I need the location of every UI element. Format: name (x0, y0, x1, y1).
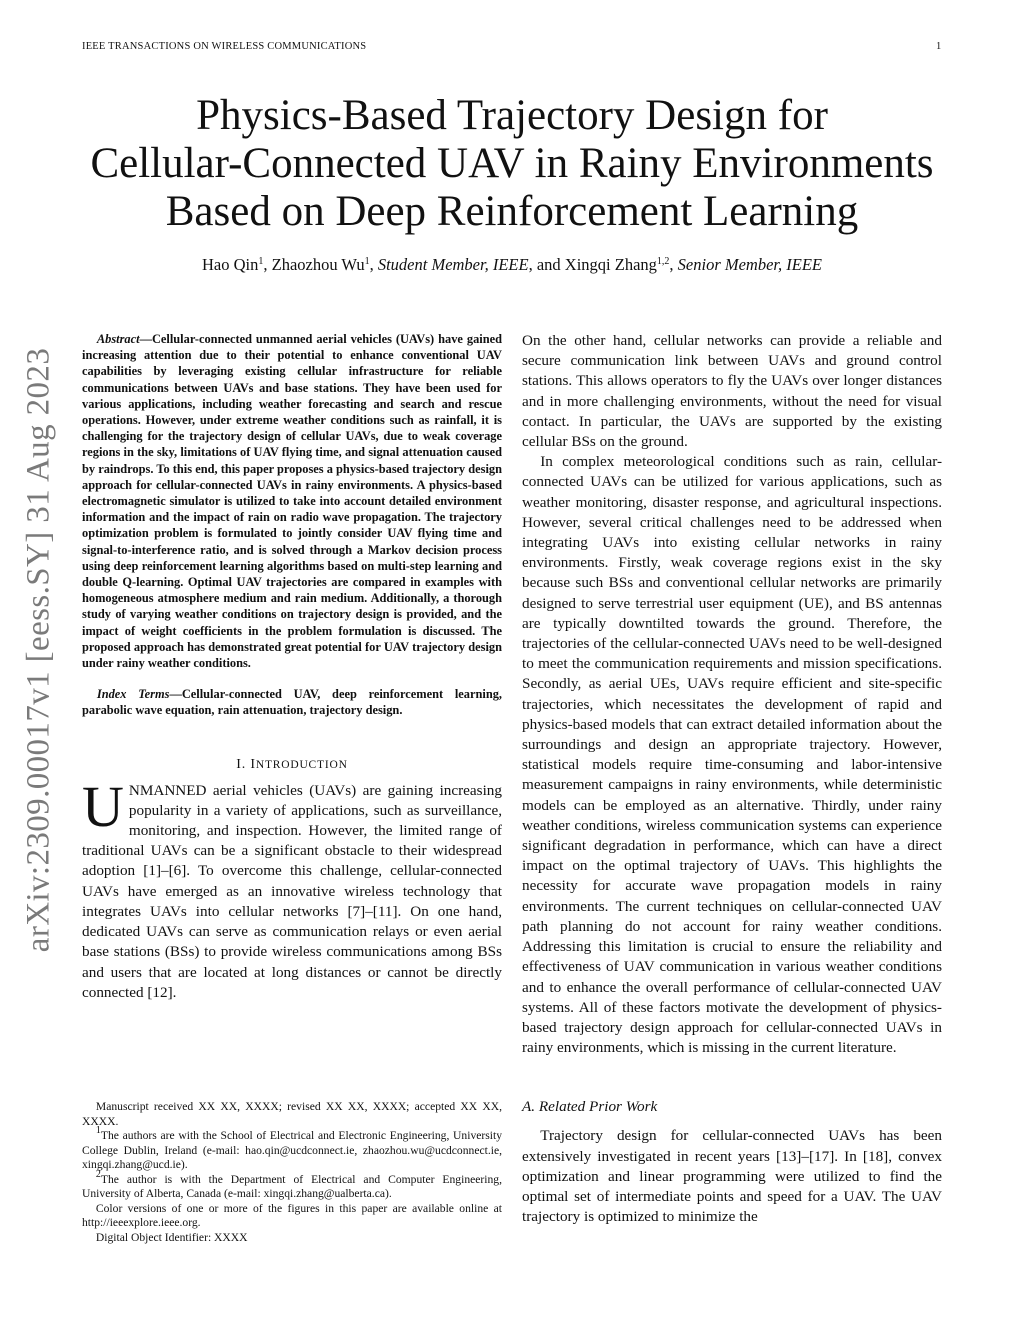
related-work-paragraph-1: Trajectory design for cellular-connected UAVs has been extensively investigated in recent years [13]–[17]. In [18], convex optimization and linear programming were utilized to find the optimal set of intermediate points and speed for a UAV. The UAV trajectory is optimized to minimize the (522, 1127, 942, 1226)
title-line-1: Physics-Based Trajectory Design for (196, 92, 828, 139)
left-column (82, 331, 502, 1003)
footnote-doi: Digital Object Identifier: XXXX (95, 1230, 248, 1244)
abstract-text: Cellular-connected unmanned aerial vehicles (UAVs) have gained increasing attention due to their potential to enhance conventional UAV capabilities by leveraging existing cellular infrastructure for reliable communications between UAVs and base stations. They have been used for various applications, including weather forecasting and search and rescue operations. However, under extreme weather conditions such as rainfall, it is challenging for the trajectory design of cellular UAVs, due to weak coverage regions in the sky, limitations of UAV flying time, and signal attenuation caused by raindrops. To this end, this paper proposes a physics-based trajectory design approach for cellular-connected UAVs in rainy environments. A physics-based electromagnetic simulator is utilized to take into account detailed environment information and the impact of rain on radio wave propagation. The trajectory optimization problem is formulated to jointly consider UAV flying time and signal-to-interference ratio, and is solved through a Markov decision process using deep reinforcement learning algorithms based on multi-step learning and double Q-learning. Optimal UAV trajectories are compared in examples with homogeneous atmosphere medium and rain medium. Additionally, a thorough study of varying weather conditions on trajectory design is provided, and the impact of weight coefficients in the problem formulation is discussed. The proposed approach has demonstrated great potential for UAV trajectory design under rainy weather conditions. (82, 332, 502, 671)
abstract: Abstract—Cellular-connected unmanned aerial vehicles (UAVs) have gained increasing attention due to their potential to enhance conventional UAV capabilities by leveraging existing cellular infrastructure for reliable communications between UAVs and base stations. They have been used for various applications, including weather forecasting and search and rescue operations. However, under extreme weather conditions such as rainfall, it is challenging for the trajectory design of cellular UAVs, due to weak coverage regions in the sky, limitations of UAV flying time, and signal attenuation caused by raindrops. To this end, this paper proposes a physics-based trajectory design approach for cellular-connected UAVs in rainy environments. A physics-based electromagnetic simulator is utilized to take into account detailed environment information and the impact of rain on radio wave propagation. The trajectory optimization problem is formulated to jointly consider UAV flying time and signal-to-interference ratio, and is solved through a Markov decision process using deep reinforcement learning algorithms based on multi-step learning and double Q-learning. Optimal UAV trajectories are compared in examples with homogeneous atmosphere medium and rain medium. Additionally, a thorough study of varying weather conditions on trajectory design is provided, and the impact of weight coefficients in the problem formulation is discussed. The proposed approach has demonstrated great potential for UAV trajectory design under rainy weather conditions. (82, 332, 502, 671)
footnotes (82, 1100, 502, 1245)
section-heading-initial: I (250, 756, 256, 772)
drop-cap-letter: U (82, 773, 124, 839)
index-terms: Index Terms—Cellular-connected UAV, deep reinforcement learning, parabolic wave equation, rain attenuation, trajectory design. (82, 687, 503, 718)
footnote-mark: 2 (95, 1168, 101, 1180)
intro-first-word: NMANNED (128, 781, 207, 799)
section-numeral: I. (236, 756, 247, 772)
membership-grade: Student Member, IEEE (377, 255, 529, 274)
intro-paragraph-3: In complex meteorological conditions such as rain, cellular-connected UAVs can be utilized for various applications, such as weather monitoring, disaster response, and agricultural inspections. However, several critical challenges need to be addressed when integrating UAVs into existing cellular networks in rainy environments. Firstly, weak coverage regions exist in the sky because such BSs and conventional cellular networks are primarily designed to serve terrestrial user equipment (UE), and BS antennas are typically downtilted towards the ground. Therefore, the trajectories of the cellular-connected UAVs need to be well-designed to meet the communication requirements and mission specifications. Secondly, as aerial UEs, UAVs require efficient and site-specific trajectories, which necessitates the development of rapid and physics-based models that can extract detailed information about the surroundings and design an appropriate trajectory. However, statistical models require time-consuming and labor-intensive measurement campaigns in rainy environments, while deterministic models can be employed as an alternative. Thirdly, under rainy weather conditions, wireless communication systems can experience significant degradation in performance, which can have a direct impact on the optimal trajectory of UAVs. This highlights the necessity for accurate wave propagation models in rainy environments. The current techniques on cellular-connected UAV path planning do not account for rainy weather conditions. Addressing this limitation is crucial to ensure the reliability and effectiveness of UAV communication in various weather conditions and to enhance the overall performance of cellular-connected UAV systems. All of these factors motivate the development of physics-based trajectory design approach for cellular-connected UAVs in rainy environments, which is missing in the current literature. (522, 453, 942, 1057)
index-terms-text: Cellular-connected UAV, deep reinforcement learning, parabolic wave equation, rain attenuation, trajectory design. (82, 687, 503, 718)
affiliation-mark: 1 (258, 256, 264, 267)
footnote-color-versions: Color versions of one or more of the figures in this paper are available online at http://ieeexplore.ieee.org. (82, 1201, 502, 1229)
index-terms-label: Index Terms (96, 687, 170, 702)
arxiv-stamp-text: arXiv:2309.00017v1 [eess.SY] 31 Aug 2023 (20, 347, 57, 953)
affiliation-mark: 1,2 (656, 256, 670, 267)
footnote-mark: 1 (95, 1125, 101, 1136)
section-heading-introduction (82, 757, 502, 773)
right-column (522, 331, 942, 1227)
author-name: Zhaozhou Wu (271, 255, 365, 274)
title-line-3: Based on Deep Reinforcement Learning (165, 188, 859, 235)
intro-paragraph-1 (82, 773, 502, 1003)
section-heading-rest: NTRODUCTION (255, 758, 348, 771)
membership-grade: Senior Member, IEEE (677, 255, 822, 274)
author-name: Hao Qin (201, 255, 259, 274)
footnote-affiliation-2 (82, 1168, 502, 1202)
title-line-2: Cellular-Connected UAV in Rainy Environments (90, 140, 934, 187)
author-list: Hao Qin$^1$, Zhaozhou Wu$^1$, Student Member, IEEE, and Xingqi Zhang$^{1,2}$, Senior Member, IEEE (201, 255, 822, 274)
page-number: 1 (936, 41, 942, 52)
author-conjunction: and (536, 255, 561, 274)
footnote-text: The author is with the Department of Electrical and Computer Engineering, University of Alberta, Canada (e-mail: xingqi.zhang@ualberta.ca). (82, 1172, 502, 1200)
arxiv-stamp (14, 340, 64, 960)
author-name: Xingqi Zhang (564, 255, 657, 274)
abstract-label: Abstract (96, 332, 140, 346)
intro-paragraph-1-text: aerial vehicles (UAVs) are gaining increasing popularity in a variety of applications, such as surveillance, monitoring, and inspection. However, the limited range of traditional UAVs can be a significant obstacle to their widespread adoption [1]–[6]. To overcome this challenge, cellular-connected UAVs have emerged as an innovative wireless technology that integrates UAVs into cellular networks [7]–[11]. On one hand, dedicated UAVs can serve as communication relays or even aerial base stations (BSs) to provide wireless communications among BSs and users that are located at long distances or cannot be directly connected [12]. (82, 781, 502, 1001)
footnote-text: The authors are with the School of Electrical and Electronic Engineering, University College Dublin, Ireland (e-mail: hao.qin@ucdconnect.ie, zhaozhou.wu@ucdconnect.ie, xingqi.zhang@ucd.ie). (82, 1129, 502, 1171)
affiliation-mark: 1 (364, 256, 370, 267)
intro-paragraph-2: On the other hand, cellular networks can provide a reliable and secure communication link between UAVs and ground control stations. This allows operators to fly the UAVs over longer distances and in more challenging environments, without the need for visual contact. In particular, the UAVs are supported by the existing cellular BSs on the ground. (522, 332, 942, 451)
paper-title (82, 92, 942, 236)
footnote-affiliation-1 (82, 1125, 502, 1173)
running-header-journal: IEEE TRANSACTIONS ON WIRELESS COMMUNICATIONS (82, 41, 367, 52)
footnote-manuscript: Manuscript received XX XX, XXXX; revised XX XX, XXXX; accepted XX XX, XXXX. (82, 1100, 502, 1128)
subsection-heading-related-work: A. Related Prior Work (522, 1098, 658, 1116)
